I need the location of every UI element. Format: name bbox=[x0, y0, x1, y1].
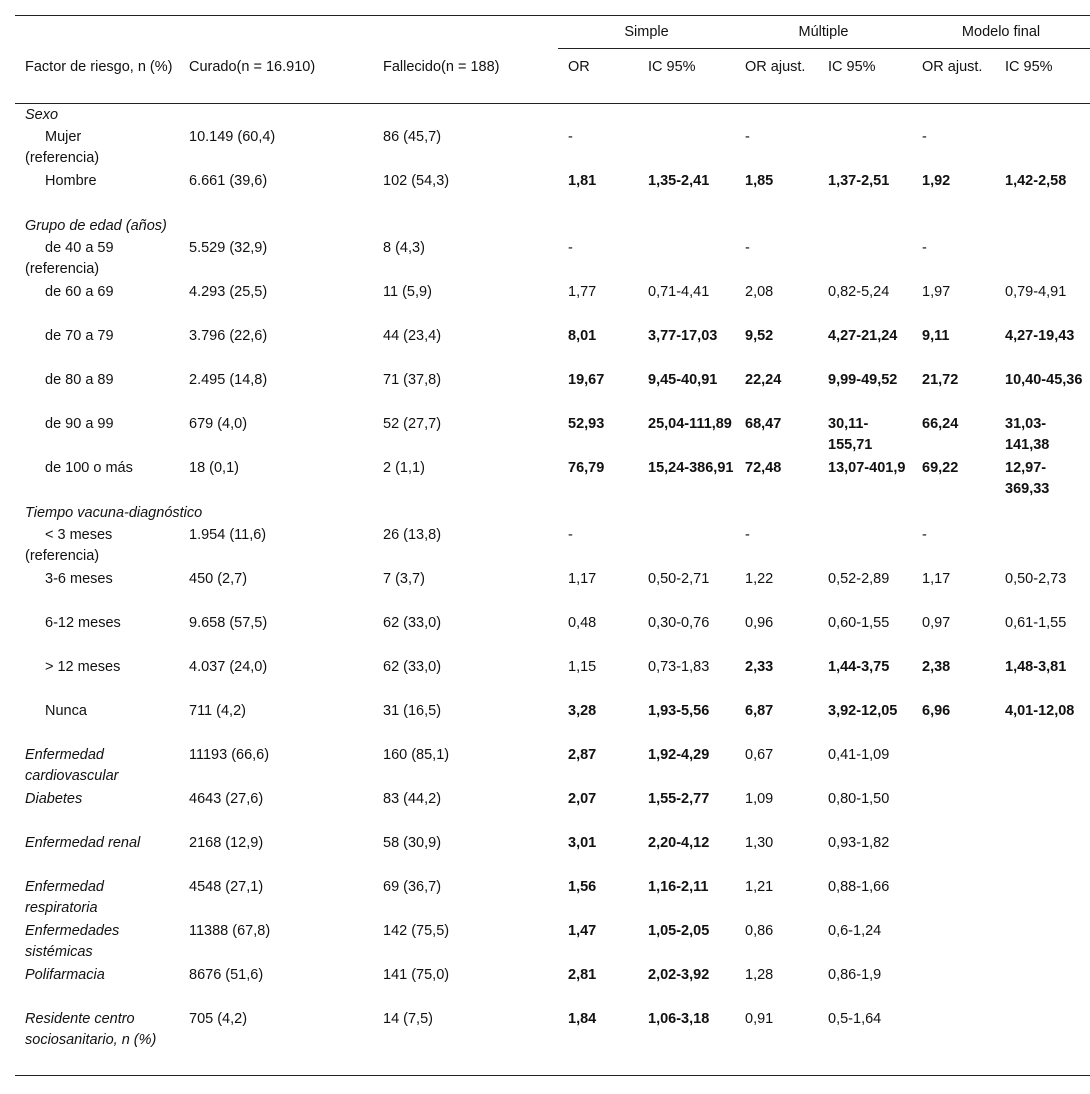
row-label bbox=[15, 1009, 179, 1076]
or-cell: 52,93 bbox=[568, 416, 605, 432]
or-ajust-cell: 68,47 bbox=[745, 416, 782, 432]
ic-3-cell: 0,50-2,73 bbox=[1005, 571, 1067, 587]
row-label bbox=[15, 921, 179, 965]
row-label-text: Enfermedades sistémicas bbox=[25, 923, 120, 960]
or-cell: 3,01 bbox=[568, 835, 597, 851]
ic-cell: 15,24-386,91 bbox=[648, 460, 734, 476]
table-row bbox=[15, 458, 1090, 502]
table-row bbox=[15, 657, 1090, 701]
or-ajust-2-cell bbox=[912, 789, 995, 833]
reference-note: (referencia) bbox=[25, 261, 100, 277]
row-label bbox=[15, 282, 179, 326]
curado-cell: 679 (4,0) bbox=[189, 416, 248, 432]
row-label-text: 3-6 meses bbox=[45, 571, 113, 587]
row-label bbox=[15, 877, 179, 921]
table-row bbox=[15, 965, 1090, 1009]
ic-cell: 0,71-4,41 bbox=[648, 284, 710, 300]
or-ajust-cell: 2,08 bbox=[745, 284, 774, 300]
fallecido-cell: 69 (36,7) bbox=[383, 879, 442, 895]
row-label bbox=[15, 171, 179, 215]
ic-cell: 2,20-4,12 bbox=[648, 835, 710, 851]
ic-3-cell bbox=[995, 965, 1090, 1009]
row-label-text: de 40 a 59 bbox=[45, 240, 114, 256]
or-ajust-cell: - bbox=[745, 240, 750, 256]
or-ajust-2-cell: 0,97 bbox=[922, 615, 951, 631]
fallecido-cell: 11 (5,9) bbox=[383, 284, 432, 300]
row-label bbox=[15, 701, 179, 745]
fallecido-cell: 83 (44,2) bbox=[383, 791, 442, 807]
fallecido-cell: 160 (85,1) bbox=[383, 747, 450, 763]
table-row bbox=[15, 238, 1090, 282]
fallecido-cell: 14 (7,5) bbox=[373, 1009, 558, 1076]
fallecido-cell: 86 (45,7) bbox=[383, 129, 442, 145]
table-row bbox=[15, 171, 1090, 215]
fallecido-cell: 52 (27,7) bbox=[383, 416, 442, 432]
row-label bbox=[15, 238, 179, 282]
fallecido-cell: 58 (30,9) bbox=[383, 835, 442, 851]
ic-3-cell: 0,79-4,91 bbox=[1005, 284, 1067, 300]
table-row bbox=[15, 414, 1090, 458]
section-edad: Grupo de edad (años) bbox=[25, 218, 167, 234]
table-row bbox=[15, 1009, 1090, 1076]
group-final-model: Modelo final bbox=[912, 16, 1090, 49]
ic-3-cell: 4,01-12,08 bbox=[1005, 703, 1075, 719]
ic-3-cell bbox=[995, 1009, 1090, 1076]
row-label-text: Diabetes bbox=[25, 791, 83, 807]
ic-2-cell: 0,60-1,55 bbox=[828, 615, 890, 631]
or-cell: 2,07 bbox=[568, 791, 597, 807]
curado-cell: 10.149 (60,4) bbox=[189, 129, 276, 145]
ic-cell: 1,16-2,11 bbox=[648, 879, 709, 895]
row-label-text: < 3 meses bbox=[45, 527, 113, 543]
or-ajust-2-cell bbox=[912, 745, 995, 789]
or-ajust-2-cell bbox=[912, 877, 995, 921]
table-row bbox=[15, 701, 1090, 745]
ic-cell: 1,06-3,18 bbox=[638, 1009, 735, 1076]
or-ajust-cell: 0,96 bbox=[745, 615, 774, 631]
table-row bbox=[15, 877, 1090, 921]
ic-3-cell bbox=[995, 833, 1090, 877]
or-ajust-2-cell: 9,11 bbox=[922, 328, 950, 344]
or-ajust-2-cell: - bbox=[922, 129, 927, 145]
curado-cell: 705 (4,2) bbox=[179, 1009, 373, 1076]
table-row bbox=[15, 127, 1090, 171]
ic-2-cell bbox=[818, 238, 912, 282]
fallecido-cell: 31 (16,5) bbox=[383, 703, 442, 719]
or-ajust-cell: 1,22 bbox=[745, 571, 774, 587]
ic-cell: 1,92-4,29 bbox=[648, 747, 710, 763]
ic-2-cell: 13,07-401,9 bbox=[828, 460, 906, 476]
ic-cell: 1,55-2,77 bbox=[648, 791, 710, 807]
ic-2-cell: 0,88-1,66 bbox=[828, 879, 890, 895]
or-ajust-2-cell bbox=[912, 833, 995, 877]
table-row bbox=[15, 370, 1090, 414]
or-cell: 1,56 bbox=[568, 879, 597, 895]
header-ic-3: IC 95% bbox=[995, 49, 1090, 104]
curado-cell: 6.661 (39,6) bbox=[189, 173, 268, 189]
header-factor: Factor de riesgo, n (%) bbox=[15, 49, 179, 104]
curado-cell: 711 (4,2) bbox=[189, 703, 246, 719]
ic-2-cell: 1,44-3,75 bbox=[828, 659, 890, 675]
or-ajust-cell: 2,33 bbox=[745, 659, 774, 675]
ic-cell: 0,73-1,83 bbox=[648, 659, 710, 675]
fallecido-cell: 62 (33,0) bbox=[383, 659, 442, 675]
or-ajust-2-cell: 1,92 bbox=[922, 173, 951, 189]
or-cell: 1,47 bbox=[568, 923, 597, 939]
or-ajust-cell: 1,30 bbox=[745, 835, 774, 851]
ic-cell: 0,50-2,71 bbox=[648, 571, 710, 587]
curado-cell: 11193 (66,6) bbox=[189, 747, 270, 763]
ic-2-cell bbox=[818, 127, 912, 171]
row-label bbox=[15, 458, 179, 502]
row-label bbox=[15, 745, 179, 789]
ic-2-cell: 0,82-5,24 bbox=[828, 284, 890, 300]
ic-3-cell: 0,61-1,55 bbox=[1005, 615, 1067, 631]
curado-cell: 8676 (51,6) bbox=[189, 967, 264, 983]
ic-3-cell bbox=[995, 238, 1090, 282]
or-ajust-2-cell bbox=[912, 921, 995, 965]
row-label-text: de 100 o más bbox=[45, 460, 133, 476]
ic-cell bbox=[638, 525, 735, 569]
row-label-text: > 12 meses bbox=[45, 659, 121, 675]
header-ic-2: IC 95% bbox=[818, 49, 912, 104]
ic-cell: 9,45-40,91 bbox=[648, 372, 718, 388]
row-label bbox=[15, 833, 179, 877]
row-label bbox=[15, 613, 179, 657]
ic-2-cell: 0,41-1,09 bbox=[828, 747, 890, 763]
or-ajust-2-cell: 69,22 bbox=[922, 460, 959, 476]
table-row bbox=[15, 525, 1090, 569]
or-cell: 76,79 bbox=[568, 460, 605, 476]
ic-2-cell: 3,92-12,05 bbox=[828, 703, 898, 719]
ic-3-cell: 1,48-3,81 bbox=[1005, 659, 1067, 675]
fallecido-cell: 62 (33,0) bbox=[383, 615, 442, 631]
reference-note: (referencia) bbox=[25, 548, 100, 564]
fallecido-cell: 44 (23,4) bbox=[383, 328, 442, 344]
ic-cell: 1,05-2,05 bbox=[648, 923, 710, 939]
fallecido-cell: 2 (1,1) bbox=[383, 460, 425, 476]
row-label-text: de 60 a 69 bbox=[45, 284, 114, 300]
or-ajust-cell: 72,48 bbox=[745, 460, 782, 476]
curado-cell: 2.495 (14,8) bbox=[189, 372, 268, 388]
or-cell: 1,84 bbox=[558, 1009, 638, 1076]
row-label bbox=[15, 789, 179, 833]
ic-3-cell bbox=[995, 877, 1090, 921]
table-row bbox=[15, 745, 1090, 789]
row-label-text: Enfermedad respiratoria bbox=[25, 879, 104, 916]
table-row bbox=[15, 569, 1090, 613]
ic-cell: 2,02-3,92 bbox=[648, 967, 710, 983]
table-row bbox=[15, 613, 1090, 657]
or-ajust-cell: 1,09 bbox=[745, 791, 774, 807]
or-ajust-cell: 22,24 bbox=[745, 372, 782, 388]
or-cell: - bbox=[568, 129, 573, 145]
table-row bbox=[15, 833, 1090, 877]
fallecido-cell: 26 (13,8) bbox=[383, 527, 442, 543]
section-sexo: Sexo bbox=[25, 107, 59, 123]
or-ajust-cell: - bbox=[745, 527, 750, 543]
ic-cell: 1,35-2,41 bbox=[648, 173, 710, 189]
row-label-text: Mujer bbox=[45, 129, 82, 145]
row-label-text: 6-12 meses bbox=[45, 615, 121, 631]
curado-cell: 4.037 (24,0) bbox=[189, 659, 268, 675]
curado-cell: 11388 (67,8) bbox=[189, 923, 271, 939]
or-ajust-cell: - bbox=[745, 129, 750, 145]
curado-cell: 2168 (12,9) bbox=[189, 835, 264, 851]
risk-factor-table bbox=[15, 15, 1090, 1076]
curado-cell: 3.796 (22,6) bbox=[189, 328, 268, 344]
or-ajust-cell: 1,85 bbox=[745, 173, 774, 189]
curado-cell: 4548 (27,1) bbox=[189, 879, 264, 895]
or-cell: 2,87 bbox=[568, 747, 597, 763]
or-cell: 19,67 bbox=[568, 372, 605, 388]
ic-3-cell: 12,97-369,33 bbox=[1005, 460, 1050, 497]
ic-3-cell: 1,42-2,58 bbox=[1005, 173, 1067, 189]
or-cell: 1,77 bbox=[568, 284, 597, 300]
or-ajust-cell: 1,28 bbox=[745, 967, 774, 983]
row-label bbox=[15, 525, 179, 569]
ic-2-cell: 0,6-1,24 bbox=[828, 923, 882, 939]
curado-cell: 4.293 (25,5) bbox=[189, 284, 268, 300]
or-ajust-2-cell: 2,38 bbox=[922, 659, 951, 675]
or-ajust-2-cell: 6,96 bbox=[922, 703, 951, 719]
or-ajust-2-cell: 1,97 bbox=[922, 284, 951, 300]
or-ajust-2-cell: - bbox=[922, 240, 927, 256]
or-cell: - bbox=[568, 527, 573, 543]
or-cell: - bbox=[568, 240, 573, 256]
row-label bbox=[15, 414, 179, 458]
fallecido-cell: 71 (37,8) bbox=[383, 372, 442, 388]
row-label bbox=[15, 657, 179, 701]
or-cell: 2,81 bbox=[568, 967, 597, 983]
curado-cell: 5.529 (32,9) bbox=[189, 240, 268, 256]
row-label bbox=[15, 965, 179, 1009]
or-ajust-cell: 0,91 bbox=[735, 1009, 818, 1076]
or-ajust-2-cell: - bbox=[922, 527, 927, 543]
or-ajust-2-cell: 66,24 bbox=[922, 416, 959, 432]
row-label bbox=[15, 569, 179, 613]
ic-2-cell: 0,80-1,50 bbox=[828, 791, 890, 807]
fallecido-cell: 142 (75,5) bbox=[383, 923, 450, 939]
curado-cell: 450 (2,7) bbox=[189, 571, 248, 587]
ic-2-cell: 30,11-155,71 bbox=[828, 416, 873, 453]
ic-cell: 0,30-0,76 bbox=[648, 615, 710, 631]
ic-2-cell: 1,37-2,51 bbox=[828, 173, 890, 189]
ic-cell: 1,93-5,56 bbox=[648, 703, 710, 719]
or-cell: 8,01 bbox=[568, 328, 597, 344]
header-or-ajust: OR ajust. bbox=[735, 49, 818, 104]
header-or-ajust-2: OR ajust. bbox=[912, 49, 995, 104]
or-cell: 3,28 bbox=[568, 703, 597, 719]
curado-cell: 1.954 (11,6) bbox=[189, 527, 267, 543]
ic-cell bbox=[638, 238, 735, 282]
ic-2-cell: 0,93-1,82 bbox=[828, 835, 890, 851]
ic-3-cell: 31,03-141,38 bbox=[1005, 416, 1050, 453]
row-label-text: Hombre bbox=[45, 173, 97, 189]
ic-2-cell: 0,52-2,89 bbox=[828, 571, 890, 587]
ic-3-cell bbox=[995, 921, 1090, 965]
ic-cell bbox=[638, 127, 735, 171]
ic-cell: 3,77-17,03 bbox=[648, 328, 718, 344]
column-header-row bbox=[15, 49, 1090, 104]
ic-3-cell: 10,40-45,36 bbox=[1005, 372, 1083, 388]
or-ajust-cell: 1,21 bbox=[745, 879, 774, 895]
or-cell: 1,15 bbox=[568, 659, 597, 675]
group-multiple: Múltiple bbox=[735, 16, 912, 49]
ic-cell: 25,04-111,89 bbox=[648, 416, 732, 432]
fallecido-cell: 8 (4,3) bbox=[383, 240, 425, 256]
ic-3-cell bbox=[995, 789, 1090, 833]
table-row bbox=[15, 921, 1090, 965]
header-fallecido: Fallecido(n = 188) bbox=[373, 49, 558, 104]
or-ajust-2-cell bbox=[912, 965, 995, 1009]
header-ic: IC 95% bbox=[638, 49, 735, 104]
ic-2-cell: 0,86-1,9 bbox=[828, 967, 882, 983]
ic-3-cell: 4,27-19,43 bbox=[1005, 328, 1075, 344]
row-label-text: Enfermedad cardiovascular bbox=[25, 747, 119, 784]
or-ajust-2-cell: 1,17 bbox=[922, 571, 951, 587]
ic-2-cell bbox=[818, 525, 912, 569]
fallecido-cell: 102 (54,3) bbox=[383, 173, 450, 189]
fallecido-cell: 7 (3,7) bbox=[383, 571, 425, 587]
header-curado: Curado(n = 16.910) bbox=[179, 49, 373, 104]
or-cell: 0,48 bbox=[568, 615, 597, 631]
curado-cell: 9.658 (57,5) bbox=[189, 615, 268, 631]
ic-3-cell bbox=[995, 525, 1090, 569]
row-label-text: Polifarmacia bbox=[25, 967, 105, 983]
ic-2-cell: 9,99-49,52 bbox=[828, 372, 898, 388]
header-or: OR bbox=[558, 49, 638, 104]
ic-2-cell: 0,5-1,64 bbox=[818, 1009, 912, 1076]
row-label-text: Residente centro sociosanitario, n (%) bbox=[25, 1011, 157, 1048]
ic-3-cell bbox=[995, 745, 1090, 789]
group-simple: Simple bbox=[558, 16, 735, 49]
curado-cell: 4643 (27,6) bbox=[189, 791, 264, 807]
table-row bbox=[15, 326, 1090, 370]
table-row bbox=[15, 789, 1090, 833]
or-ajust-2-cell: 21,72 bbox=[922, 372, 959, 388]
row-label-text: Enfermedad renal bbox=[25, 835, 141, 851]
ic-3-cell bbox=[995, 127, 1090, 171]
or-ajust-cell: 9,52 bbox=[745, 328, 774, 344]
row-label bbox=[15, 370, 179, 414]
row-label-text: de 70 a 79 bbox=[45, 328, 114, 344]
or-ajust-cell: 6,87 bbox=[745, 703, 774, 719]
fallecido-cell: 141 (75,0) bbox=[383, 967, 450, 983]
table-row bbox=[15, 282, 1090, 326]
or-cell: 1,17 bbox=[568, 571, 597, 587]
group-header-row bbox=[15, 16, 1090, 49]
or-cell: 1,81 bbox=[568, 173, 597, 189]
or-ajust-2-cell bbox=[912, 1009, 995, 1076]
row-label bbox=[15, 127, 179, 171]
or-ajust-cell: 0,86 bbox=[745, 923, 774, 939]
or-ajust-cell: 0,67 bbox=[745, 747, 774, 763]
row-label-text: de 90 a 99 bbox=[45, 416, 114, 432]
ic-2-cell: 4,27-21,24 bbox=[828, 328, 898, 344]
row-label-text: Nunca bbox=[45, 703, 87, 719]
reference-note: (referencia) bbox=[25, 150, 100, 166]
section-tiempo: Tiempo vacuna-diagnóstico bbox=[25, 505, 203, 521]
row-label-text: de 80 a 89 bbox=[45, 372, 114, 388]
row-label bbox=[15, 326, 179, 370]
curado-cell: 18 (0,1) bbox=[189, 460, 239, 476]
